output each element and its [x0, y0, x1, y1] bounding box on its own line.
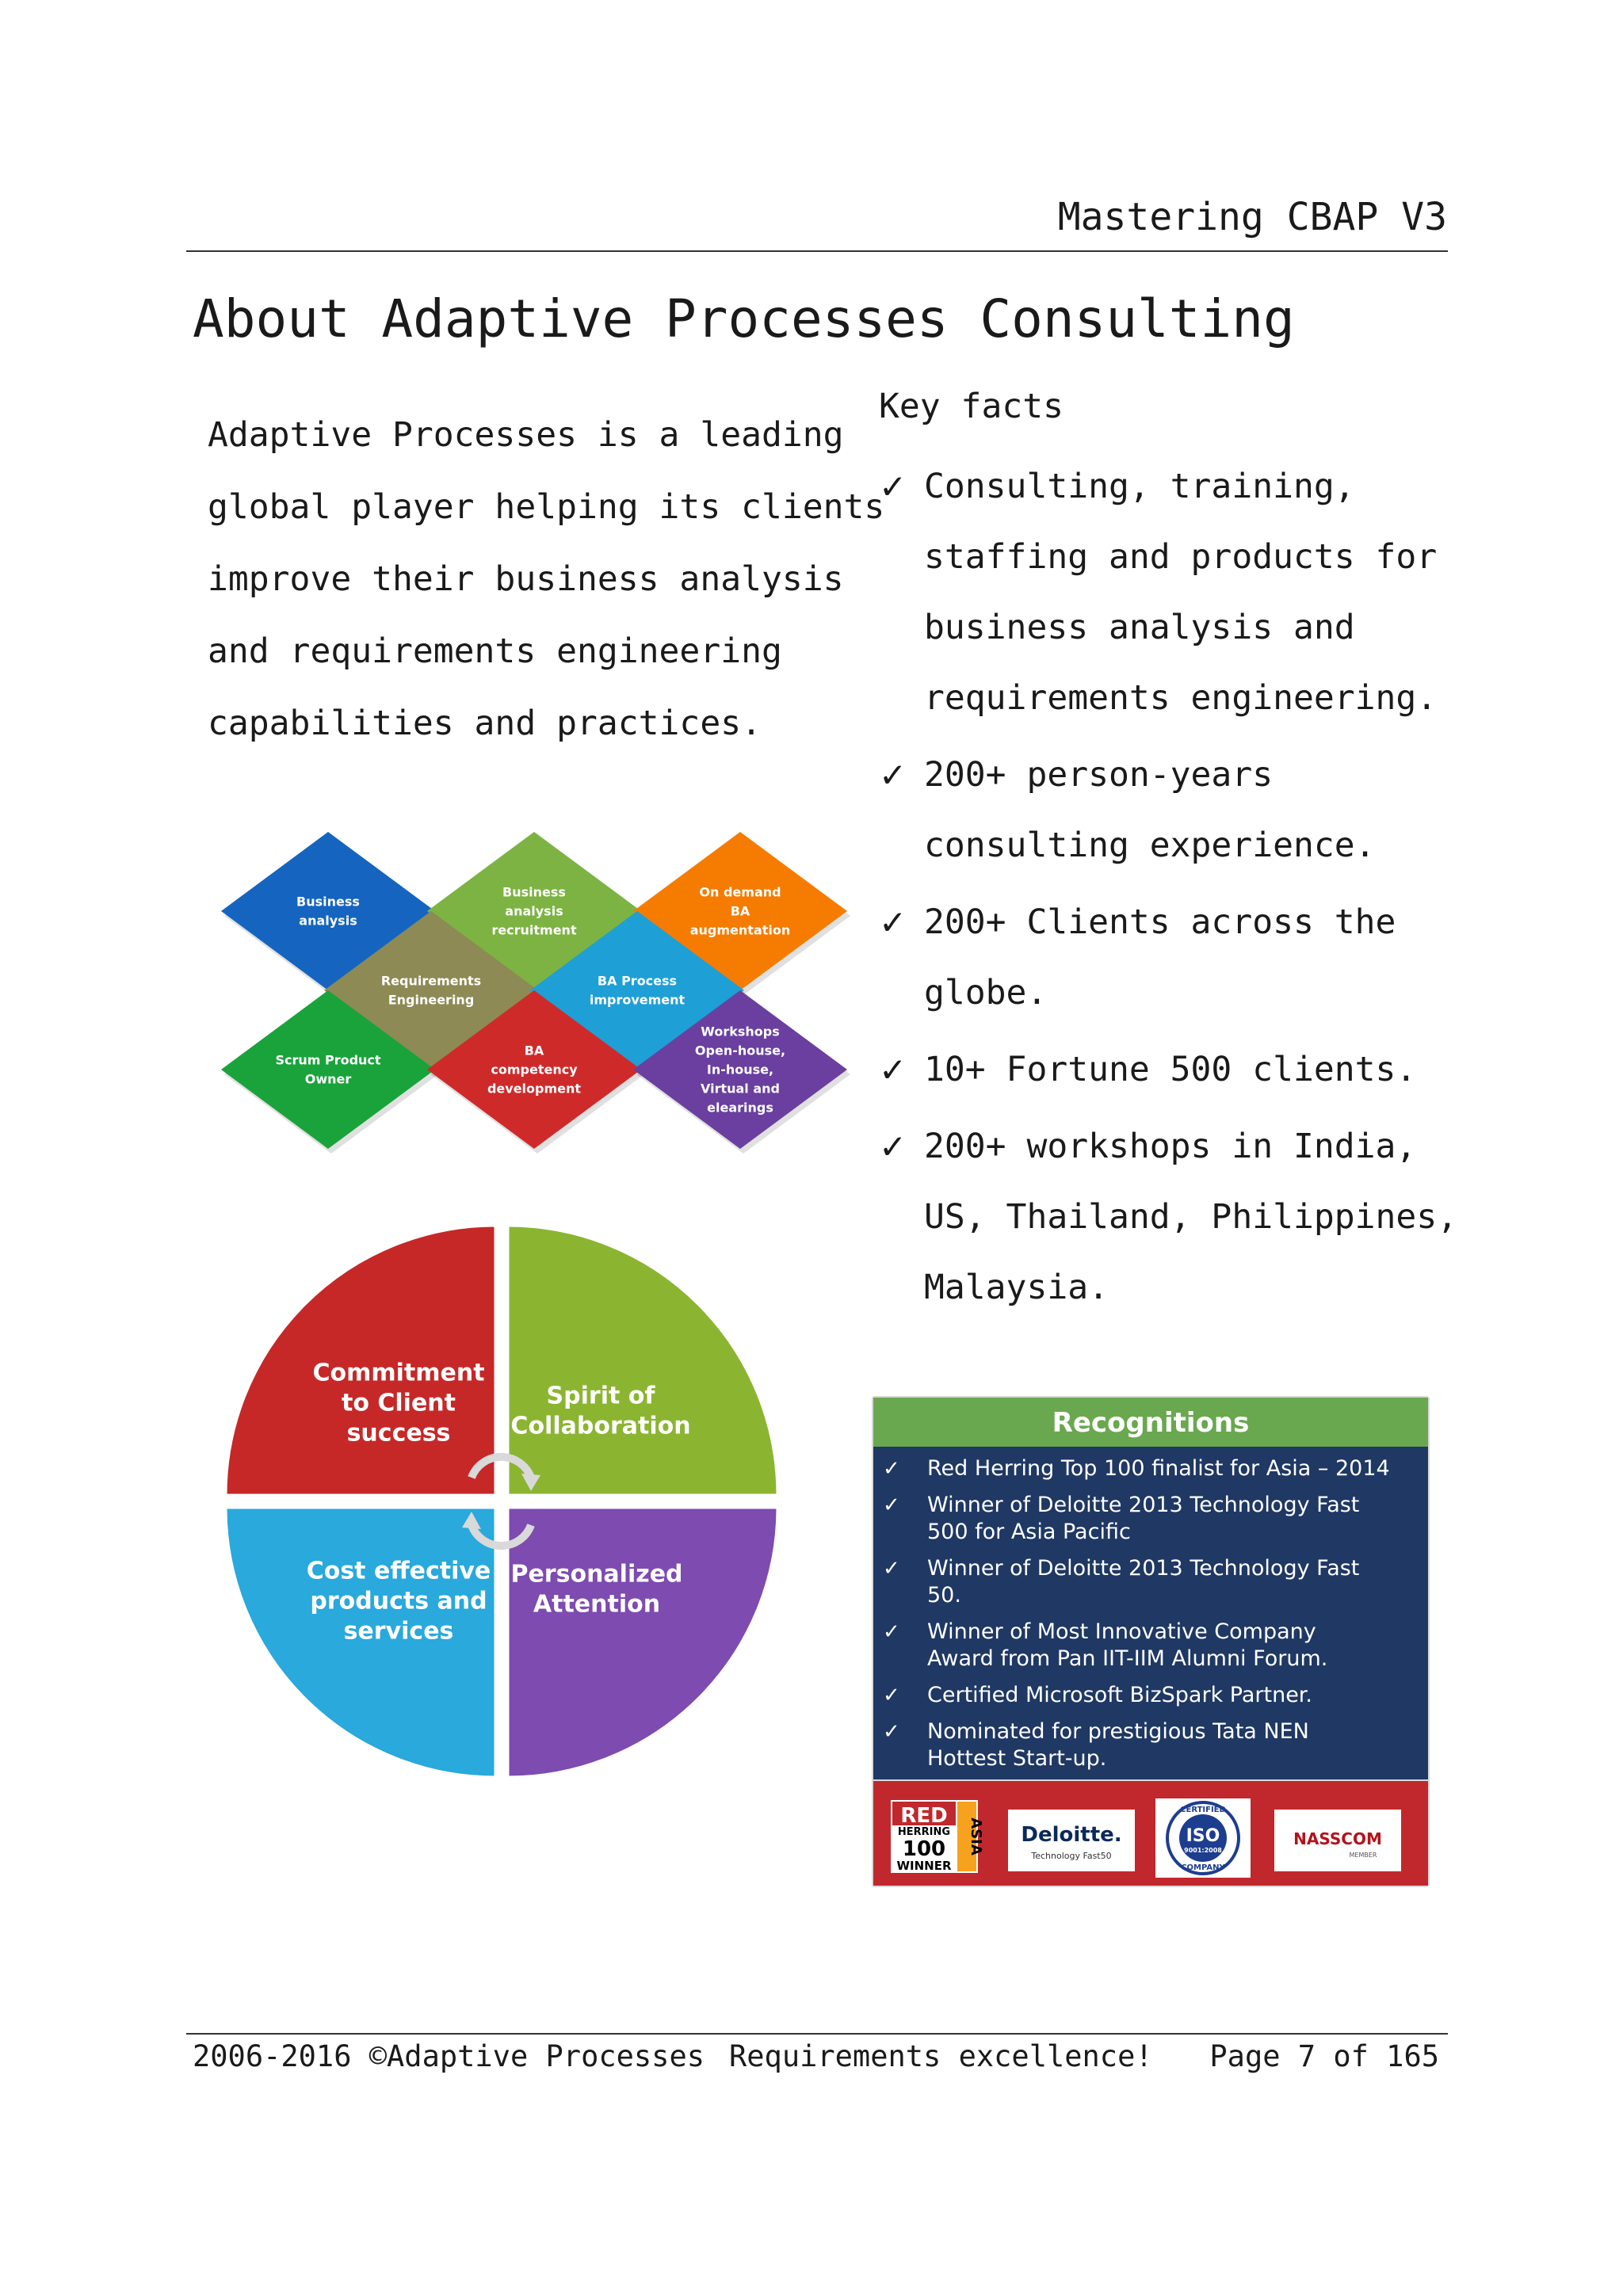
key-facts-list	[879, 452, 1458, 1329]
intro-line: improve their business analysis	[208, 559, 844, 599]
logo-text: 9001:2008	[1184, 1847, 1222, 1854]
diamond-label: Business	[502, 884, 566, 900]
check-icon: ✓	[883, 1493, 900, 1517]
value-label: Commitment	[312, 1359, 485, 1387]
diamond-label: elearings	[707, 1100, 773, 1116]
recognition-line: Award from Pan IIT-IIM Alumni Forum.	[927, 1646, 1328, 1671]
recognition-item	[883, 1683, 1312, 1707]
logo-text: WINNER	[896, 1859, 952, 1873]
recognitions-title: Recognitions	[1052, 1407, 1250, 1439]
diamond-label: Open-house,	[694, 1043, 786, 1058]
footer-copyright: 2006-2016 ©Adaptive Processes	[193, 2039, 705, 2073]
intro-paragraph	[208, 399, 885, 760]
values-wheel-diagram	[220, 1220, 783, 1783]
page-title: About Adaptive Processes Consulting	[193, 288, 1295, 349]
value-label: Spirit of	[546, 1382, 655, 1410]
check-icon: ✓	[883, 1620, 900, 1644]
key-facts-heading: Key facts	[879, 387, 1064, 426]
key-fact-line: requirements engineering.	[924, 678, 1438, 718]
red-herring-logo	[891, 1800, 984, 1873]
diamond-label: analysis	[505, 903, 563, 919]
value-label: to Client	[341, 1389, 456, 1417]
key-fact-line: staffing and products for	[924, 537, 1438, 577]
key-fact-item	[879, 887, 1449, 1028]
services-diamond-diagram	[208, 832, 857, 1157]
logo-text: CERTIFIED	[1180, 1806, 1226, 1814]
footer-rule	[186, 2033, 1448, 2035]
diamond-label: improvement	[589, 992, 685, 1008]
key-fact-line: Malaysia.	[924, 1268, 1109, 1307]
value-quadrant	[508, 1226, 777, 1495]
value-label: services	[343, 1617, 454, 1646]
value-label: Collaboration	[510, 1412, 691, 1440]
key-fact-line: 200+ Clients across the	[924, 902, 1396, 942]
recognition-line: 50.	[927, 1583, 961, 1608]
footer-tagline: Requirements excellence!	[729, 2039, 1153, 2073]
footer-page-number: Page 7 of 165	[1209, 2039, 1439, 2073]
check-icon: ✓	[883, 1684, 900, 1707]
key-fact-item	[879, 1035, 1449, 1105]
recognition-line: Nominated for prestigious Tata NEN	[927, 1719, 1309, 1744]
diamond-label: Owner	[304, 1071, 352, 1087]
value-label: Attention	[533, 1590, 661, 1619]
recognition-line: Winner of Most Innovative Company	[927, 1619, 1316, 1644]
value-label: success	[346, 1419, 451, 1447]
key-fact-line: 200+ workshops in India,	[924, 1127, 1417, 1166]
value-label: Personalized	[510, 1560, 683, 1589]
recognition-line: Red Herring Top 100 finalist for Asia – 2014	[927, 1456, 1390, 1481]
value-label: products and	[310, 1587, 487, 1615]
diamond-label: development	[487, 1081, 582, 1097]
logo-text: HERRING	[897, 1826, 951, 1838]
diamond-label: Engineering	[388, 992, 475, 1008]
diamond-label: In-house,	[706, 1062, 774, 1077]
check-icon: ✓	[879, 467, 907, 506]
recognition-item	[883, 1456, 1390, 1481]
diamond-label: Workshops	[701, 1024, 780, 1039]
diamond-label: Requirements	[380, 973, 482, 989]
intro-line: and requirements engineering	[208, 631, 782, 671]
check-icon: ✓	[883, 1720, 900, 1744]
key-fact-line: globe.	[924, 973, 1048, 1013]
check-icon: ✓	[879, 756, 907, 795]
intro-line: Adaptive Processes is a leading	[208, 415, 844, 455]
logo-text: NASSCOM	[1293, 1829, 1382, 1848]
diamond-label: BA Process	[597, 973, 678, 989]
value-quadrant	[226, 1226, 495, 1495]
iso-certified-badge	[1155, 1798, 1251, 1878]
diamond-label: augmentation	[689, 922, 791, 938]
logo-text: Deloitte.	[1021, 1823, 1122, 1847]
key-fact-item	[879, 740, 1449, 881]
recognition-line: Winner of Deloitte 2013 Technology Fast	[927, 1556, 1360, 1581]
logo-text: ASIA	[968, 1817, 984, 1855]
logo-text: MEMBER	[1349, 1852, 1377, 1859]
recognition-line: Winner of Deloitte 2013 Technology Fast	[927, 1493, 1360, 1517]
key-fact-line: Consulting, training,	[924, 467, 1355, 506]
logo-text: Technology Fast50	[1031, 1851, 1112, 1861]
value-quadrant	[226, 1508, 495, 1777]
intro-line: capabilities and practices.	[208, 704, 762, 743]
key-fact-line: consulting experience.	[924, 826, 1376, 865]
logo-text: RED	[900, 1804, 948, 1828]
diamond-label: BA	[524, 1043, 544, 1058]
diamond-label: recruitment	[491, 922, 577, 938]
header-rule	[186, 250, 1448, 252]
diamond-label: competency	[491, 1062, 578, 1077]
check-icon: ✓	[879, 1051, 907, 1089]
diamond-label: Scrum Product	[275, 1052, 381, 1068]
key-fact-item	[879, 1112, 1458, 1323]
diamond-label: analysis	[299, 913, 357, 929]
deloitte-logo	[1008, 1810, 1135, 1871]
check-icon: ✓	[879, 1127, 907, 1166]
running-header: Mastering CBAP V3	[1057, 195, 1447, 239]
cycle-arrows-icon	[462, 1457, 540, 1546]
check-icon: ✓	[883, 1457, 900, 1481]
recognition-line: Certified Microsoft BizSpark Partner.	[927, 1683, 1313, 1707]
check-icon: ✓	[879, 903, 907, 942]
diamond-label: On demand	[699, 884, 781, 900]
key-fact-line: US, Thailand, Philippines,	[924, 1197, 1458, 1237]
logo-text: 100	[902, 1837, 946, 1861]
value-quadrant	[508, 1508, 777, 1777]
logo-text: COMPANY	[1181, 1863, 1225, 1872]
intro-line: global player helping its clients	[208, 487, 885, 527]
logo-text: ISO	[1186, 1826, 1220, 1846]
key-fact-line: business analysis and	[924, 608, 1355, 647]
check-icon: ✓	[883, 1557, 900, 1581]
recognition-line: 500 for Asia Pacific	[927, 1520, 1131, 1544]
key-fact-line: 10+ Fortune 500 clients.	[924, 1050, 1417, 1089]
recognition-line: Hottest Start-up.	[927, 1746, 1107, 1771]
nasscom-logo	[1274, 1810, 1401, 1871]
value-label: Cost effective	[306, 1557, 491, 1585]
diamond-label: BA	[730, 903, 750, 919]
key-fact-line: 200+ person-years	[924, 755, 1274, 795]
diamond-label: Business	[296, 894, 360, 910]
key-fact-item	[879, 452, 1449, 734]
diamond-label: Virtual and	[700, 1081, 781, 1097]
recognitions-panel	[872, 1396, 1430, 1887]
